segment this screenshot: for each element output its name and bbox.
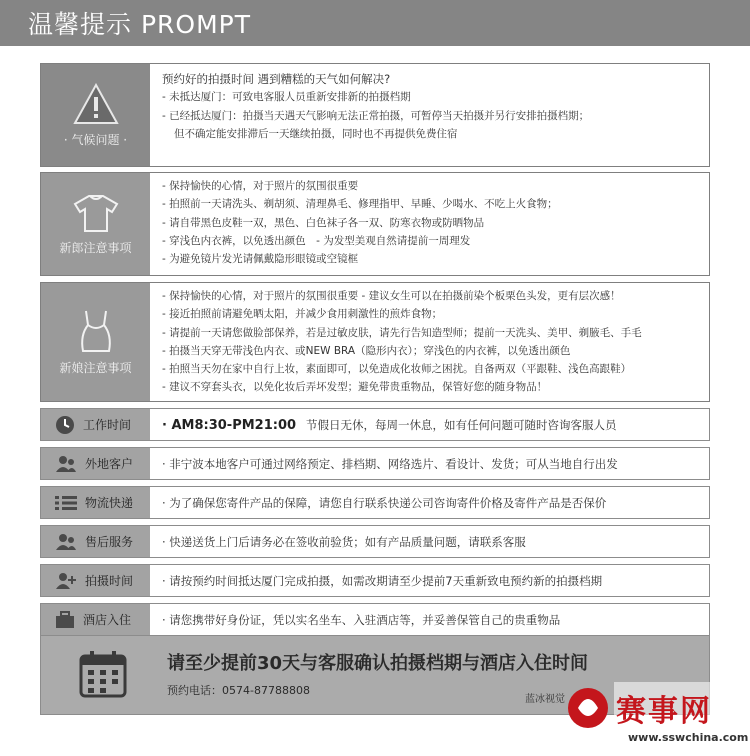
user-plus-icon xyxy=(55,572,77,590)
weather-line: 预约好的拍摄时间 遇到糟糕的天气如何解决? xyxy=(162,72,391,86)
groom-line: - 穿浅色内衣裤，以免透出颜色 - 为发型美观自然请提前一周理发 xyxy=(162,234,471,247)
shooting-time-text: · 请按预约时间抵达厦门完成拍摄，如需改期请至少提前7天重新致电预约新的拍摄档期 xyxy=(162,573,603,588)
logistics-row xyxy=(40,486,710,519)
hotel-label-panel xyxy=(41,604,150,635)
tshirt-icon xyxy=(73,193,119,233)
booking-headline: 请至少提前30天与客服确认拍摄档期与酒店入住时间 xyxy=(167,653,589,674)
header-bar xyxy=(0,0,750,46)
weather-icon-panel xyxy=(41,64,150,166)
bride-content xyxy=(150,283,709,401)
logistics-label-panel xyxy=(41,487,150,518)
after-sales-row xyxy=(40,525,710,558)
shooting-time-row xyxy=(40,564,710,597)
bride-line: - 拍摄当天穿无带浅色内衣、或NEW BRA（隐形内衣）；穿浅色的内衣裤，以免透出颜色 xyxy=(162,344,571,357)
logistics-text: · 为了确保您寄件产品的保障，请您自行联系快递公司咨询寄件价格及寄件产品是否保价 xyxy=(162,495,607,510)
bride-label: 新娘注意事项 xyxy=(59,360,132,375)
bride-line: - 请提前一天请您做脸部保养，若是过敏皮肤，请先行告知造型师；提前一天洗头、美甲、剃腋毛、手毛 xyxy=(162,326,642,339)
work-hours-note: 节假日无休，每周一休息，如有任何问题可随时咨询客服人员 xyxy=(306,417,617,432)
after-sales-label-panel xyxy=(41,526,150,557)
weather-line: - 未抵达厦门：可致电客服人员重新安排新的拍摄档期 xyxy=(162,91,411,104)
weather-content xyxy=(150,64,709,166)
remote-clients-text: · 非宁波本地客户可通过网络预定、排档期、网络选片、看设计、发货；可从当地自行出发 xyxy=(162,456,618,471)
page-title: 温馨提示 PROMPT xyxy=(28,10,251,39)
users-icon xyxy=(55,533,77,551)
bride-line: - 拍照当天勿在家中自行上妆，素面即可，以免造成化妆师之困扰。自备两双（平跟鞋、浅色高跟鞋） xyxy=(162,363,632,376)
clock-icon xyxy=(55,415,75,435)
remote-clients-row xyxy=(40,447,710,480)
work-hours-label: 工作时间 xyxy=(83,418,132,432)
work-hours-row xyxy=(40,408,710,441)
hotel-label: 酒店入住 xyxy=(83,613,132,627)
work-hours-value: · AM8:30-PM21:00 xyxy=(162,417,297,433)
groom-line: - 请自带黑色皮鞋一双，黑色、白色袜子各一双、防寒衣物或防晒物品 xyxy=(162,216,485,229)
bride-line: - 保持愉快的心情，对于照片的氛围很重要 - 建议女生可以在拍摄前染个板栗色头发，更有层次感！ xyxy=(162,290,621,302)
warning-triangle-icon xyxy=(73,83,119,125)
camisole-icon xyxy=(76,309,116,353)
groom-line: - 为避免镜片发光请佩戴隐形眼镜或空镜框 xyxy=(162,253,359,266)
work-hours-label-panel xyxy=(41,409,150,440)
watermark-url: www.sswchina.com xyxy=(628,731,749,744)
weather-line: - 已经抵达厦门：拍摄当天遇天气影响无法正常拍摄，可暂停当天拍摄并另行安排拍摄档期； xyxy=(162,109,590,122)
bride-line: - 建议不穿套头衣，以免化妆后弄坏发型；避免带贵重物品，保管好您的随身物品！ xyxy=(162,381,548,394)
groom-icon-panel xyxy=(41,173,150,275)
after-sales-label: 售后服务 xyxy=(85,535,134,549)
users-icon xyxy=(55,455,77,473)
watermark-name: 赛事网 xyxy=(616,694,712,729)
groom-line: - 保持愉快的心情，对于照片的氛围很重要 xyxy=(162,180,359,192)
bride-icon-panel xyxy=(41,283,150,401)
after-sales-text: · 快递送货上门后请务必在签收前验货；如有产品质量问题，请联系客服 xyxy=(162,534,526,549)
groom-line: - 拍照前一天请洗头、剃胡须、清理鼻毛、修理指甲、早睡、少喝水、不吃上火食物； xyxy=(162,198,558,211)
weather-label: · 气候问题 · xyxy=(63,132,128,147)
calendar-icon xyxy=(79,650,127,698)
remote-clients-label: 外地客户 xyxy=(85,457,134,471)
logistics-icon xyxy=(55,495,77,511)
shooting-time-label-panel xyxy=(41,565,150,596)
remote-clients-label-panel xyxy=(41,448,150,479)
groom-section xyxy=(40,172,710,276)
suitcase-icon xyxy=(55,611,75,629)
weather-section xyxy=(40,63,710,167)
groom-label: 新郎注意事项 xyxy=(59,240,132,255)
shooting-time-label: 拍摄时间 xyxy=(85,574,134,588)
booking-phone: 预约电话：0574-87788808 xyxy=(167,684,310,697)
studio-name: 蓝冰视觉 xyxy=(525,694,565,705)
weather-line: 但不确定能安排滞后一天继续拍摄，同时也不再提供免费住宿 xyxy=(174,127,458,140)
work-hours-content xyxy=(150,417,617,433)
groom-content xyxy=(150,173,709,275)
bride-line: - 接近拍照前请避免晒太阳，并减少食用刺激性的煎炸食物； xyxy=(162,308,443,321)
logistics-label: 物流快递 xyxy=(85,496,134,510)
hotel-row xyxy=(40,603,710,636)
hotel-text: · 请您携带好身份证，凭以实名坐车、入驻酒店等，并妥善保管自己的贵重物品 xyxy=(162,612,561,627)
bride-section xyxy=(40,282,710,402)
